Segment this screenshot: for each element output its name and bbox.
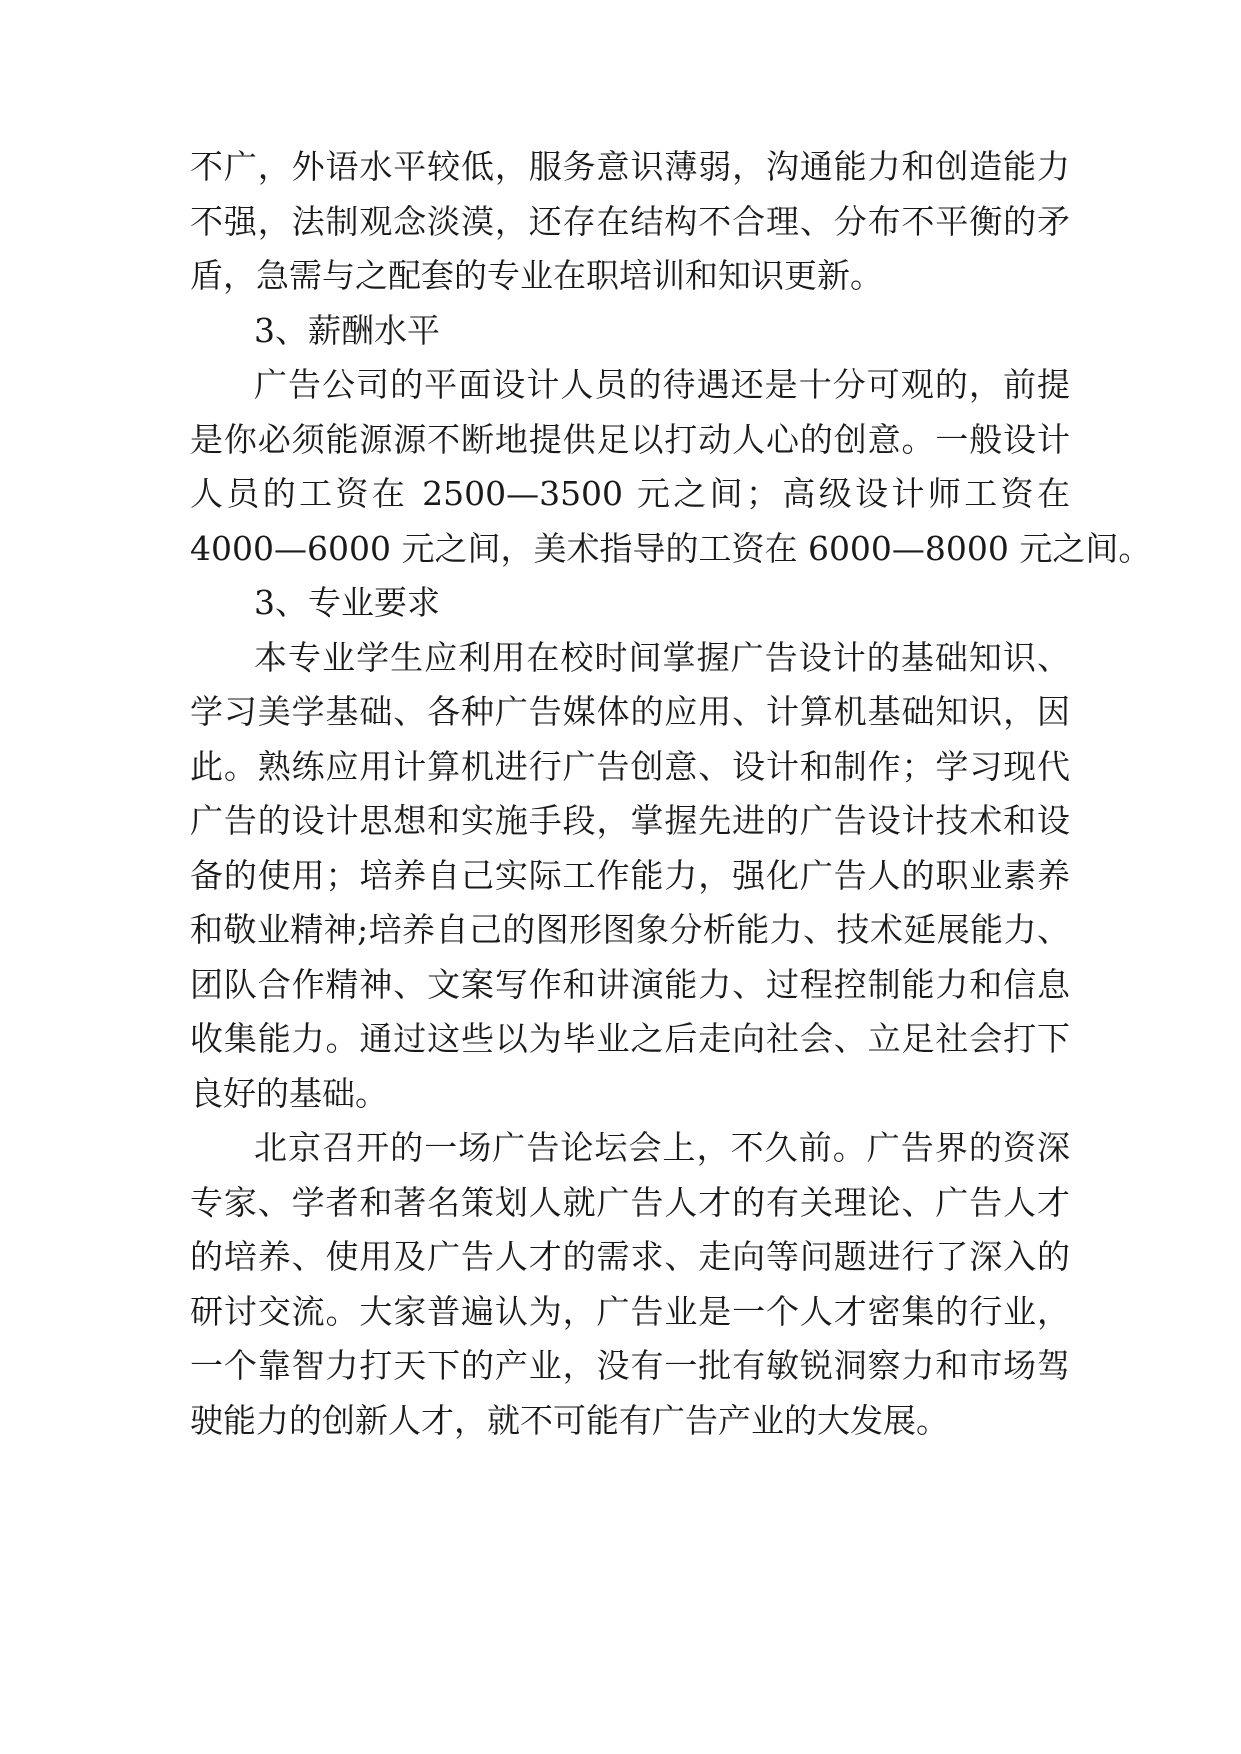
text-line: 不强，法制观念淡漠，还存在结构不合理、分布不平衡的矛 [190, 202, 1070, 241]
text-line: 是你必须能源源不断地提供足以打动人心的创意。一般设计 [190, 420, 1070, 459]
text-line: 人员的工资在 2500—3500 元之间；高级设计师工资在 [190, 474, 1070, 513]
text-line: 研讨交流。大家普遍认为，广告业是一个人才密集的行业， [190, 1292, 1070, 1331]
text-line: 广告的设计思想和实施手段，掌握先进的广告设计技术和设 [190, 801, 1070, 840]
text-line: 备的使用；培养自己实际工作能力，强化广告人的职业素养 [190, 856, 1070, 895]
text-line: 收集能力。通过这些以为毕业之后走向社会、立足社会打下 [190, 1019, 1070, 1058]
text-line: 4000—6000 元之间，美术指导的工资在 6000—8000 元之间。 [190, 529, 1152, 568]
text-line: 专家、学者和著名策划人就广告人才的有关理论、广告人才 [190, 1183, 1070, 1222]
text-line: 的培养、使用及广告人才的需求、走向等问题进行了深入的 [190, 1237, 1070, 1276]
text-line: 北京召开的一场广告论坛会上，不久前。广告界的资深 [254, 1128, 1070, 1167]
text-line: 学习美学基础、各种广告媒体的应用、计算机基础知识，因 [190, 692, 1070, 731]
text-line: 和敬业精神;培养自己的图形图象分析能力、技术延展能力、 [190, 910, 1070, 949]
section-heading: 3、专业要求 [254, 583, 440, 622]
text-line: 此。熟练应用计算机进行广告创意、设计和制作；学习现代 [190, 747, 1070, 786]
text-line: 盾，急需与之配套的专业在职培训和知识更新。 [190, 256, 883, 295]
text-line: 本专业学生应利用在校时间掌握广告设计的基础知识、 [254, 638, 1070, 677]
text-line: 不广，外语水平较低，服务意识薄弱，沟通能力和创造能力 [190, 147, 1070, 186]
text-line: 驶能力的创新人才，就不可能有广告产业的大发展。 [190, 1401, 949, 1440]
text-line: 团队合作精神、文案写作和讲演能力、过程控制能力和信息 [190, 965, 1070, 1004]
section-heading: 3、薪酬水平 [254, 311, 440, 350]
text-line: 良好的基础。 [190, 1074, 388, 1113]
text-line: 一个靠智力打天下的产业，没有一批有敏锐洞察力和市场驾 [190, 1346, 1070, 1385]
text-line: 广告公司的平面设计人员的待遇还是十分可观的，前提 [254, 365, 1070, 404]
